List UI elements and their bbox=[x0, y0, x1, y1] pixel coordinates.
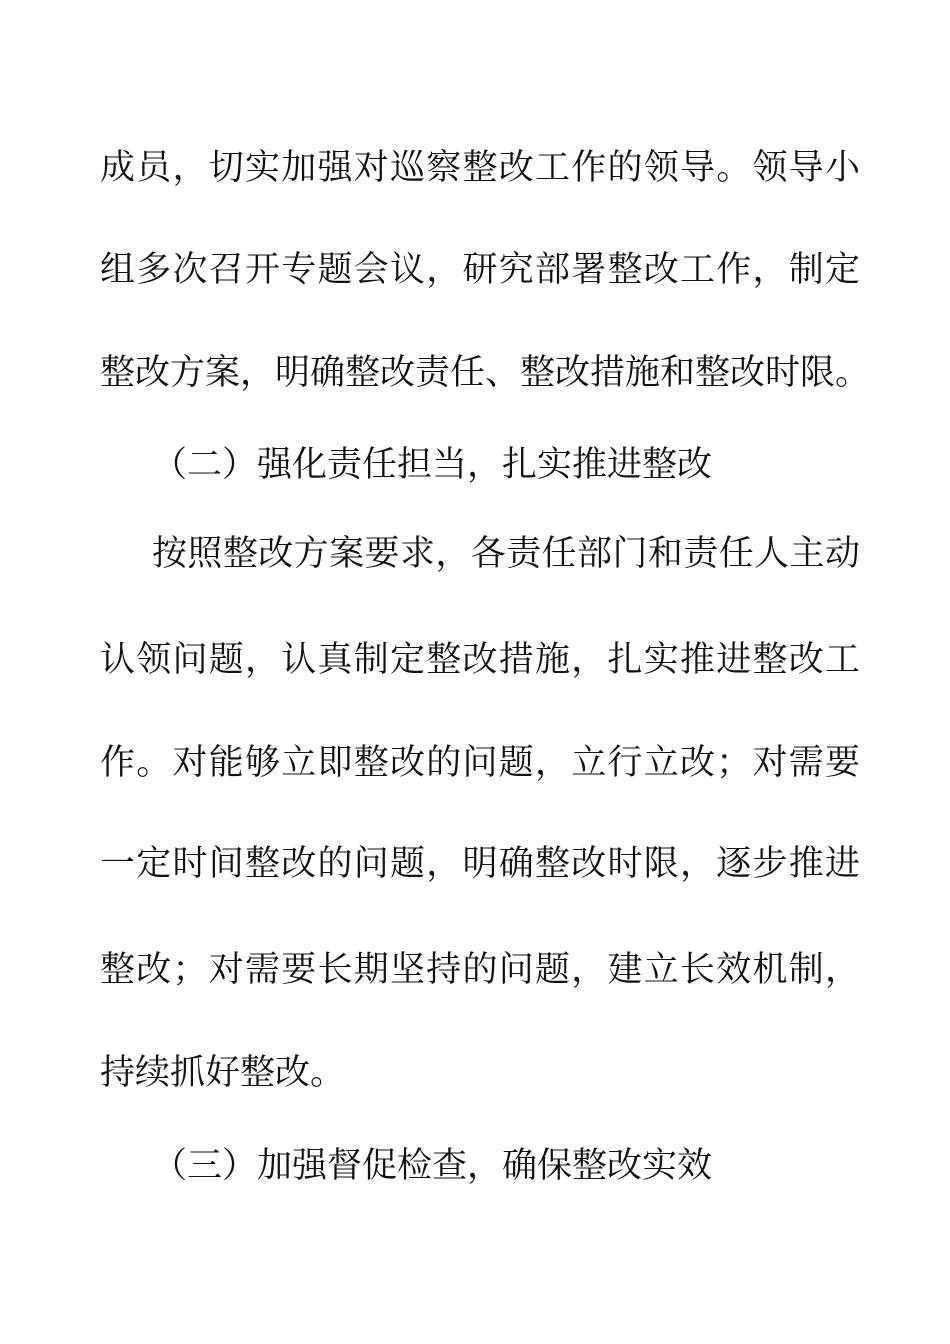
body-text-line: 组多次召开专题会议，研究部署整改工作，制定 bbox=[100, 250, 860, 290]
body-text-line: 认领问题，认真制定整改措施，扎实推进整改工 bbox=[100, 640, 860, 680]
body-text-line: 持续抓好整改。 bbox=[100, 1053, 346, 1093]
body-text-line: 一定时间整改的问题，明确整改时限，逐步推进 bbox=[100, 844, 860, 884]
paragraph-first-line: 按照整改方案要求，各责任部门和责任人主动 bbox=[152, 534, 860, 574]
body-text-line: 作。对能够立即整改的问题，立行立改；对需要 bbox=[100, 743, 860, 783]
body-text-line: 整改方案，明确整改责任、整改措施和整改时限。 bbox=[100, 353, 871, 393]
body-text-line: 整改；对需要长期坚持的问题，建立长效机制， bbox=[100, 950, 860, 990]
section-heading: （二）强化责任担当，扎实推进整改 bbox=[152, 445, 713, 485]
section-heading: （三）加强督促检查，确保整改实效 bbox=[152, 1146, 713, 1186]
body-text-line: 成员，切实加强对巡察整改工作的领导。领导小 bbox=[100, 148, 860, 188]
